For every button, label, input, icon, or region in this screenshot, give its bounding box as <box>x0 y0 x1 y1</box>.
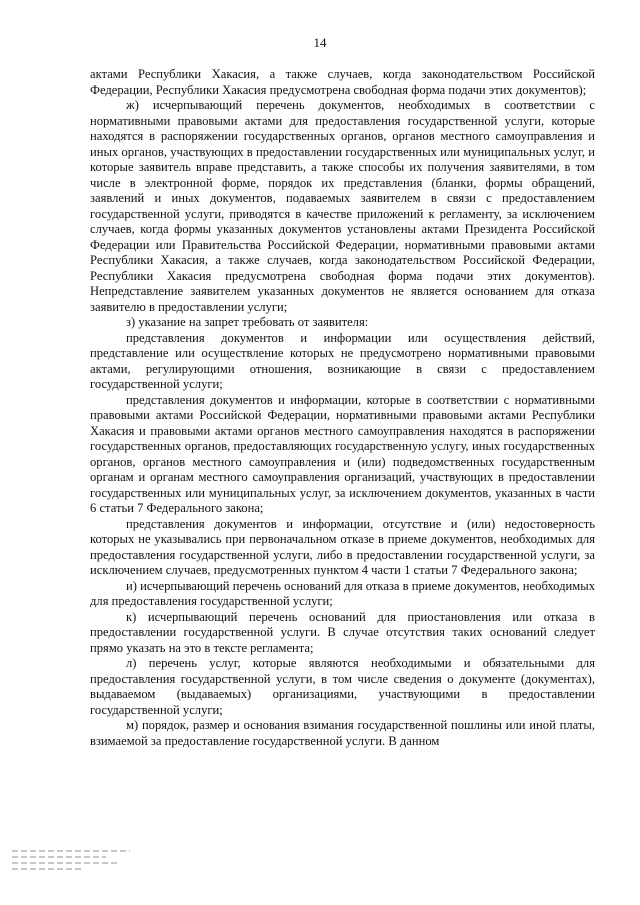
document-body <box>90 67 595 749</box>
page-number: 14 <box>313 35 327 50</box>
paragraph-item-i: и) исчерпывающий перечень оснований для отказа в приеме документов, необходимых для предоставления государственной услуги; <box>90 578 595 608</box>
paragraph-item-z: з) указание на запрет требовать от заявителя: <box>126 315 369 329</box>
paragraph: представления документов и информации, которые в соответствии с нормативными правовыми актами Российской Федерации, нормативными правовыми актами Республики Хакасия и правовыми актами органов местного самоуправления находятся в распоряжении государственных органов, предоставляющих государственную услугу, иных государственных органов, органов местного самоуправления и (или) подведомственных государственным органам и органам местного самоуправления организаций, участвующих в предоставлении государственных или муниципальных услуг, за исключением документов, указанных в части 6 статьи 7 Федерального закона; <box>90 392 595 515</box>
paragraph-item-zh: ж) исчерпывающий перечень документов, необходимых в соответствии с нормативными правовыми актами для предоставления государственной услуги, которые находятся в распоряжении государственных органов, органов местного самоуправления и иных органов, участвующих в предоставлении государственных или муниципальных услуг, и которые заявитель вправе представить, а также способы их получения заявителями, в том числе в электронной форме, порядок их представления (бланки, формы обращений, заявлений и иных документов, подаваемых заявителем в связи с предоставлением государственной услуги, приводятся в качестве приложений к регламенту, за исключением случаев, когда формы указанных документов установлены актами Президента Российской Федерации или Правительства Российской Федерации, нормативными правовыми актами Республики Хакасия, а также случаев, когда законодательством Российской Федерации, Республики Хакасия предусмотрена свободная форма подачи этих документов). Непредставление заявителем указанных документов не является основанием для отказа заявителю в предоставлении услуги; <box>90 98 595 314</box>
paragraph-item-m: м) порядок, размер и основания взимания государственной пошлины или иной платы, взимаемой за предоставление государственной услуги. В данном <box>90 718 595 748</box>
paragraph: актами Республики Хакасия, а также случаев, когда законодательством Российской Федерации, Республики Хакасия предусмотрена свободная форма подачи этих документов); <box>90 67 595 97</box>
paragraph-item-k: к) исчерпывающий перечень оснований для приостановления или отказа в предоставлении государственной услуги. В случае отсутствия таких оснований следует прямо указать на это в тексте регламента; <box>90 609 595 655</box>
faded-registration-stamp <box>12 846 130 884</box>
paragraph: представления документов и информации или осуществления действий, представление или осуществление которых не предусмотрено нормативными правовыми актами, регулирующими отношения, возникающие в связи с предоставлением государственной услуги; <box>90 330 595 391</box>
paragraph: представления документов и информации, отсутствие и (или) недостоверность которых не указывались при первоначальном отказе в приеме документов, необходимых для предоставления государственной услуги, либо в предоставлении государственной услуги, за исключением случаев, предусмотренных пунктом 4 части 1 статьи 7 Федерального закона; <box>90 516 595 577</box>
paragraph-item-l: л) перечень услуг, которые являются необходимыми и обязательными для предоставления государственной услуги, в том числе сведения о документе (документах), выдаваемом (выдаваемых) организациями, участвующими в предоставлении государственной услуги; <box>90 656 595 717</box>
